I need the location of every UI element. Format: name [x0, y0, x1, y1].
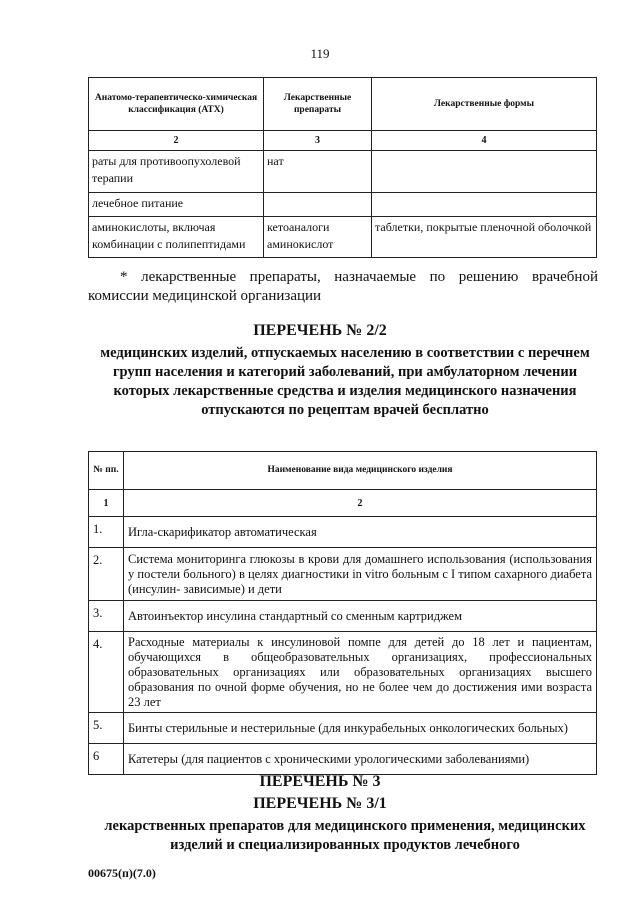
- list-subtitle-3-1: лекарственных препаратов для медицинского применения, медицинских изделий и специализированных продуктов лечебного: [104, 818, 586, 853]
- list-subtitle-2-2: медицинских изделий, отпускаемых населению в соответствии с перечнем групп населения и категорий заболеваний, при амбулаторном лечении которых лекарственные средства и изделия медицинского назначения отпускаются по рецептам врачей бесплатно: [100, 345, 590, 418]
- list-title-3: ПЕРЕЧЕНЬ № 3: [259, 773, 381, 790]
- footnote: * лекарственные препараты, назначаемые по решению врачебной комиссии медицинской организации: [88, 269, 598, 304]
- header-forms: Лекарственные формы: [372, 78, 597, 131]
- table-row: лечебное питание: [89, 193, 597, 217]
- list-title-3-1: ПЕРЕЧЕНЬ № 3/1: [253, 795, 387, 812]
- list-title-2-2: ПЕРЕЧЕНЬ № 2/2: [253, 322, 387, 339]
- header-device-name: Наименование вида медицинского изделия: [124, 452, 597, 490]
- table-row: 1. Игла-скарификатор автоматическая: [89, 517, 597, 548]
- table-row: 5. Бинты стерильные и нестерильные (для инкурабельных онкологических больных): [89, 713, 597, 744]
- table-row: 3. Автоинъектор инсулина стандартный со сменным картриджем: [89, 601, 597, 632]
- column-number-row: 1 2: [89, 490, 597, 517]
- table-header-row: [89, 78, 597, 131]
- column-number-row: 2 3 4: [89, 131, 597, 151]
- header-atc: Анатомо-терапевтическо-химическая классификация (АТХ): [89, 78, 264, 131]
- table-row: раты для противоопухолевой терапии нат: [89, 151, 597, 193]
- drug-forms-table: [88, 77, 597, 258]
- table-row: 2. Система мониторинга глюкозы в крови для домашнего использования (использования у постели больного) в целях диагностики in vitro больным с I типом сахарного диабета (инсулин- зависимые) и дети: [89, 548, 597, 601]
- table-row: 6 Катетеры (для пациентов с хроническими урологическими заболеваниями): [89, 744, 597, 775]
- header-drugs: Лекарственные препараты: [264, 78, 372, 131]
- medical-devices-table: [88, 451, 597, 775]
- page-number: 119: [310, 46, 330, 61]
- table-row: 4. Расходные материалы к инсулиновой помпе для детей до 18 лет и пациентам, обучающихся в общеобразовательных организациях, профессиональных образовательных организациях или образовательных организациях высшего образования по очной форме обучения, но не более чем до достижения ими возраста 23 лет: [89, 632, 597, 713]
- table-row: аминокислоты, включая комбинации с полипептидами кетоаналоги аминокислот таблетки, покрытые пленочной оболочкой: [89, 217, 597, 258]
- header-number: № пп.: [89, 452, 124, 490]
- document-code: 00675(п)(7.0): [88, 866, 156, 880]
- table-header-row: [89, 452, 597, 490]
